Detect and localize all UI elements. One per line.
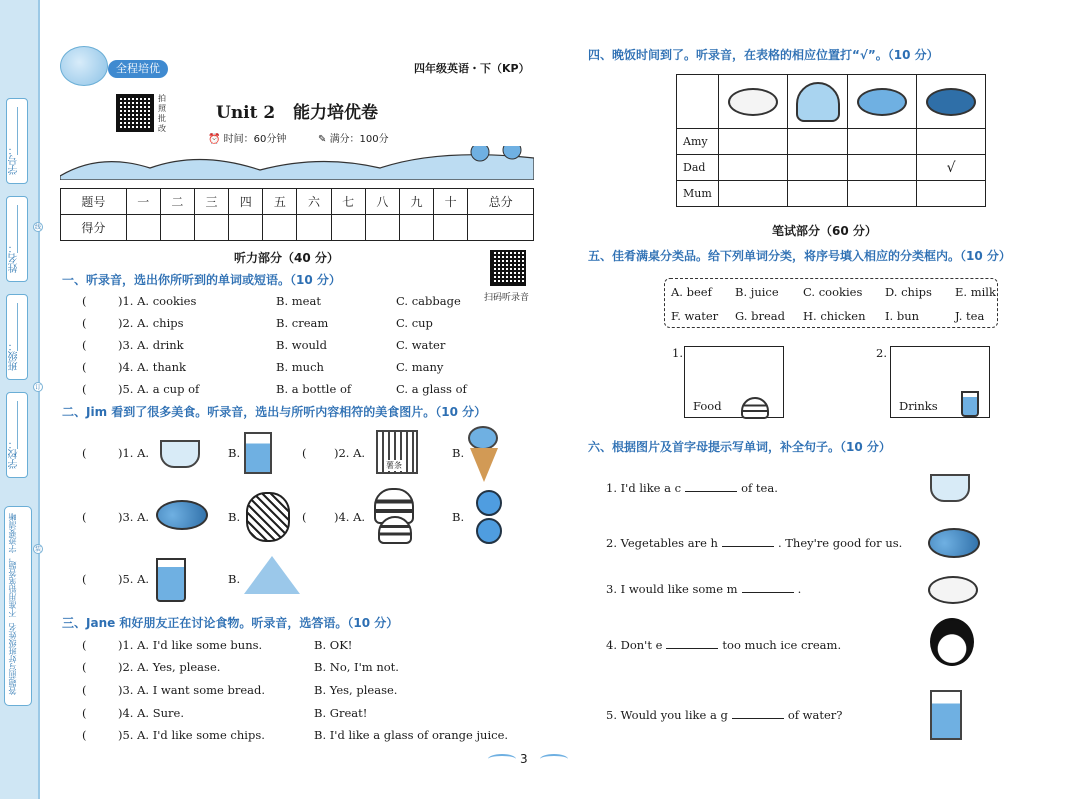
word-i: I. bun — [885, 309, 920, 323]
option-c: C. a glass of — [396, 382, 467, 396]
section-2-label-1b: B. — [228, 446, 241, 460]
option-a: )1. A. cookies — [118, 294, 197, 308]
section-2-label-5b: B. — [228, 572, 241, 586]
fruit-basket-icon — [246, 492, 290, 542]
fill-blank-3[interactable] — [742, 592, 794, 593]
section-2-title: 二、Jim 看到了很多美食。听录音，选出与所听内容相符的美食图片。（10 分） — [62, 405, 487, 419]
footer-wave-right-icon — [540, 754, 568, 764]
score-cell-6: 六 — [297, 189, 331, 215]
girl-eating-icon — [930, 618, 974, 666]
section-2-paren-5[interactable]: ( — [82, 572, 87, 586]
section-3-title: 三、Jane 和好朋友正在讨论食物。听录音，选答语。（10 分） — [62, 616, 399, 630]
option-b: B. much — [276, 360, 324, 374]
audio-qr-code-icon[interactable] — [490, 250, 526, 286]
option-a: )4. A. thank — [118, 360, 186, 374]
school-field[interactable] — [6, 392, 28, 478]
dinner-name-dad: Dad — [677, 155, 719, 181]
dinner-check-cell[interactable] — [719, 181, 788, 207]
section-2-paren-4[interactable]: ( — [302, 510, 307, 524]
fill-blank-4[interactable] — [666, 648, 718, 649]
option-b: B. Yes, please. — [314, 683, 398, 697]
option-a: )3. A. drink — [118, 338, 184, 352]
option-a: )5. A. a cup of — [118, 382, 200, 396]
juice-cup-icon — [156, 558, 186, 602]
option-c: C. many — [396, 360, 444, 374]
fries-label: 薯条 — [386, 461, 402, 470]
title-label: 能力培优卷 — [293, 103, 379, 123]
section-2-label-4b: B. — [452, 510, 465, 524]
fill-blank-1[interactable] — [685, 491, 737, 492]
section-2-label-3a: )3. A. — [118, 510, 150, 524]
series-tag: 全程培优 — [108, 60, 168, 78]
page-number: 3 — [520, 752, 528, 766]
answer-paren[interactable]: ( — [82, 728, 87, 742]
burger-icon — [741, 397, 769, 419]
dinner-check-cell[interactable] — [787, 181, 848, 207]
vegetables-icon — [156, 500, 208, 530]
option-b: B. would — [276, 338, 327, 352]
answer-paren[interactable]: ( — [82, 338, 87, 352]
vegetable-plate-icon — [926, 88, 976, 116]
score-input[interactable] — [468, 215, 534, 241]
score-cell-total: 总分 — [468, 189, 534, 215]
dinner-food-cell — [787, 75, 848, 129]
fill-item-1-post: of tea. — [741, 481, 778, 495]
score-input[interactable] — [399, 215, 433, 241]
score-info: ✎ 满分：100分 — [318, 134, 389, 145]
option-b: B. cream — [276, 316, 329, 330]
option-c: C. cabbage — [396, 294, 461, 308]
answer-paren[interactable]: ( — [82, 660, 87, 674]
score-table — [60, 188, 534, 241]
fill-item-1-pre: 1. I'd like a c — [606, 481, 682, 495]
score-table-header-row — [61, 189, 534, 215]
option-a: )2. A. Yes, please. — [118, 660, 221, 674]
audio-qr-label: 扫码听录音 — [484, 293, 530, 303]
answer-paren[interactable]: ( — [82, 294, 87, 308]
vegetables-icon — [928, 528, 980, 558]
drinks-box[interactable] — [890, 346, 990, 418]
word-bank — [664, 278, 998, 328]
binding-hole-ding: 订 — [34, 384, 41, 391]
rice-ball-icon — [796, 82, 840, 122]
chicken-plate-icon — [857, 88, 907, 116]
score-input[interactable] — [194, 215, 228, 241]
word-d: D. chips — [885, 285, 932, 299]
writing-title: 笔试部分（60 分） — [772, 224, 877, 238]
score-cell-8: 八 — [365, 189, 399, 215]
fill-item-5-post: of water? — [787, 708, 843, 722]
dinner-food-cell — [719, 75, 788, 129]
score-table-score-row — [61, 215, 534, 241]
sandwich-icon — [244, 556, 300, 594]
dinner-row-dad — [677, 155, 986, 181]
fill-item-4-pre: 4. Don't e — [606, 638, 663, 652]
option-a: )1. A. I'd like some buns. — [118, 638, 263, 652]
dinner-check-cell[interactable] — [787, 129, 848, 155]
qr-note: 拍照批改 — [158, 94, 166, 133]
student-number-field[interactable] — [6, 98, 28, 184]
dinner-check-cell[interactable] — [848, 129, 917, 155]
dinner-check-cell[interactable] — [917, 129, 986, 155]
juice-cup-icon — [961, 391, 979, 417]
option-a: )3. A. I want some bread. — [118, 683, 266, 697]
drinks-box-number: 2. — [876, 346, 887, 360]
listening-title: 听力部分（40 分） — [234, 251, 339, 265]
score-cell-label: 题号 — [61, 189, 127, 215]
dinner-corner-cell — [677, 75, 719, 129]
school-label: 学校： — [9, 439, 20, 469]
word-e: E. milk — [955, 285, 996, 299]
burger-icon — [378, 516, 412, 544]
dinner-food-cell — [848, 75, 917, 129]
student-number-label: 学号： — [9, 145, 20, 175]
section-1-title: 一、听录音，选出你所听到的单词或短语。（10 分） — [62, 273, 341, 287]
section-2-paren-1[interactable]: ( — [82, 446, 87, 460]
score-cell-10: 十 — [434, 189, 468, 215]
answer-paren[interactable]: ( — [82, 316, 87, 330]
section-5-title: 五、佳肴满桌分类品。给下列单词分类，将序号填入相应的分类框内。（10 分） — [588, 249, 1011, 263]
answer-paren[interactable]: ( — [82, 638, 87, 652]
option-b: B. a bottle of — [276, 382, 352, 396]
section-2-label-1a: )1. A. — [118, 446, 150, 460]
score-row-label: 得分 — [61, 215, 127, 241]
dinner-table-food-row — [677, 75, 986, 129]
section-2-label-4a: )4. A. — [334, 510, 366, 524]
fill-blank-2[interactable] — [722, 546, 774, 547]
option-b: B. OK! — [314, 638, 353, 652]
word-f: F. water — [671, 309, 719, 323]
answer-paren[interactable]: ( — [82, 382, 87, 396]
binding-hole-zhuang: 装 — [34, 546, 41, 553]
dinner-food-cell — [917, 75, 986, 129]
ice-cream-scoop-icon — [468, 426, 498, 450]
score-input[interactable] — [126, 215, 160, 241]
footer-wave-left-icon — [488, 754, 516, 764]
fill-item-2-post: . They're good for us. — [777, 536, 903, 550]
hills-illustration — [60, 146, 534, 180]
word-b: B. juice — [735, 285, 779, 299]
berry-icon — [476, 490, 502, 516]
option-c: C. cup — [396, 316, 433, 330]
dinner-check-mark[interactable]: √ — [917, 155, 986, 181]
option-c: C. water — [396, 338, 446, 352]
score-input[interactable] — [160, 215, 194, 241]
time-info: ⏰ 时间：60分钟 — [208, 134, 287, 145]
section-6-title: 六、根据图片及首字母提示写单词，补全句子。（10 分） — [588, 440, 891, 454]
section-2-paren-2[interactable]: ( — [302, 446, 307, 460]
fill-item-5 — [606, 708, 842, 722]
score-input[interactable] — [263, 215, 297, 241]
option-b: B. meat — [276, 294, 321, 308]
fill-item-2-pre: 2. Vegetables are h — [606, 536, 718, 550]
binding-note-line-1: 不准用铅笔答题，字迹要清晰 — [8, 513, 17, 617]
score-cell-5: 五 — [263, 189, 297, 215]
qr-code-icon[interactable] — [116, 94, 154, 132]
binding-note — [4, 506, 32, 706]
answer-paren[interactable]: ( — [82, 683, 87, 697]
section-2-label-3b: B. — [228, 510, 241, 524]
option-a: )4. A. Sure. — [118, 706, 184, 720]
option-a: )5. A. I'd like some chips. — [118, 728, 265, 742]
fill-item-3 — [606, 582, 801, 596]
fill-blank-5[interactable] — [732, 718, 784, 719]
name-label: 姓名： — [9, 243, 20, 273]
score-input[interactable] — [229, 215, 263, 241]
section-2-label-2b: B. — [452, 446, 465, 460]
option-b: B. No, I'm not. — [314, 660, 399, 674]
unit-label: Unit 2 — [216, 103, 276, 123]
berry-icon — [476, 518, 502, 544]
score-cell-9: 九 — [399, 189, 433, 215]
option-b: B. Great! — [314, 706, 368, 720]
section-2-paren-3[interactable]: ( — [82, 510, 87, 524]
score-cell-7: 七 — [331, 189, 365, 215]
dinner-check-cell[interactable] — [848, 155, 917, 181]
word-h: H. chicken — [803, 309, 866, 323]
dinner-row-amy — [677, 129, 986, 155]
class-field[interactable] — [6, 294, 28, 380]
drinks-box-label: Drinks — [899, 399, 938, 413]
astronaut-mascot-icon — [60, 46, 108, 86]
dinner-check-cell[interactable] — [848, 181, 917, 207]
fill-item-4 — [606, 638, 841, 652]
score-input[interactable] — [434, 215, 468, 241]
water-glass-icon — [244, 432, 272, 474]
binding-strip — [0, 0, 40, 799]
answer-paren[interactable]: ( — [82, 706, 87, 720]
dinner-table — [676, 74, 986, 207]
score-cell-3: 三 — [194, 189, 228, 215]
fill-item-4-post: too much ice cream. — [722, 638, 842, 652]
word-g: G. bread — [735, 309, 785, 323]
fill-item-5-pre: 5. Would you like a g — [606, 708, 728, 722]
fill-item-3-post: . — [797, 582, 802, 596]
word-c: C. cookies — [803, 285, 863, 299]
score-text: 满分：100分 — [329, 134, 389, 145]
binding-hole-xian: 线 — [34, 224, 41, 231]
option-a: )2. A. chips — [118, 316, 184, 330]
dinner-name-mum: Mum — [677, 181, 719, 207]
water-glass-icon — [930, 690, 962, 740]
time-text: 时间：60分钟 — [223, 134, 287, 145]
food-box-label: Food — [693, 399, 722, 413]
binding-note-line-2: 答题前写好班级姓名 — [8, 623, 17, 695]
score-input[interactable] — [365, 215, 399, 241]
ice-cream-cone-icon — [470, 448, 498, 482]
name-field[interactable] — [6, 196, 28, 282]
word-a: A. beef — [671, 285, 712, 299]
section-2-label-5a: )5. A. — [118, 572, 150, 586]
section-2-label-2a: )2. A. — [334, 446, 366, 460]
dinner-check-cell[interactable] — [917, 181, 986, 207]
class-label: 班级： — [9, 341, 20, 371]
food-box[interactable] — [684, 346, 784, 418]
bread-plate-icon — [728, 88, 778, 116]
score-cell-4: 四 — [229, 189, 263, 215]
dinner-check-cell[interactable] — [787, 155, 848, 181]
fill-item-3-pre: 3. I would like some m — [606, 582, 738, 596]
score-cell-1: 一 — [126, 189, 160, 215]
tea-cup-icon — [930, 474, 970, 502]
word-j: J. tea — [955, 309, 985, 323]
grade-label: 四年级英语・下（KP） — [414, 62, 530, 75]
score-input[interactable] — [297, 215, 331, 241]
food-box-number: 1. — [672, 346, 683, 360]
section-4-title: 四、晚饭时间到了。听录音，在表格的相应位置打“√”。（10 分） — [588, 48, 939, 62]
tea-cup-icon — [160, 440, 200, 468]
page-title — [216, 98, 378, 123]
score-input[interactable] — [331, 215, 365, 241]
dinner-row-mum — [677, 181, 986, 207]
dinner-check-cell[interactable] — [719, 129, 788, 155]
score-cell-2: 二 — [160, 189, 194, 215]
fill-item-2 — [606, 536, 902, 550]
answer-paren[interactable]: ( — [82, 360, 87, 374]
fill-item-1 — [606, 481, 778, 495]
option-b: B. I'd like a glass of orange juice. — [314, 728, 509, 742]
dinner-check-cell[interactable] — [719, 155, 788, 181]
meat-plate-icon — [928, 576, 978, 604]
dinner-name-amy: Amy — [677, 129, 719, 155]
